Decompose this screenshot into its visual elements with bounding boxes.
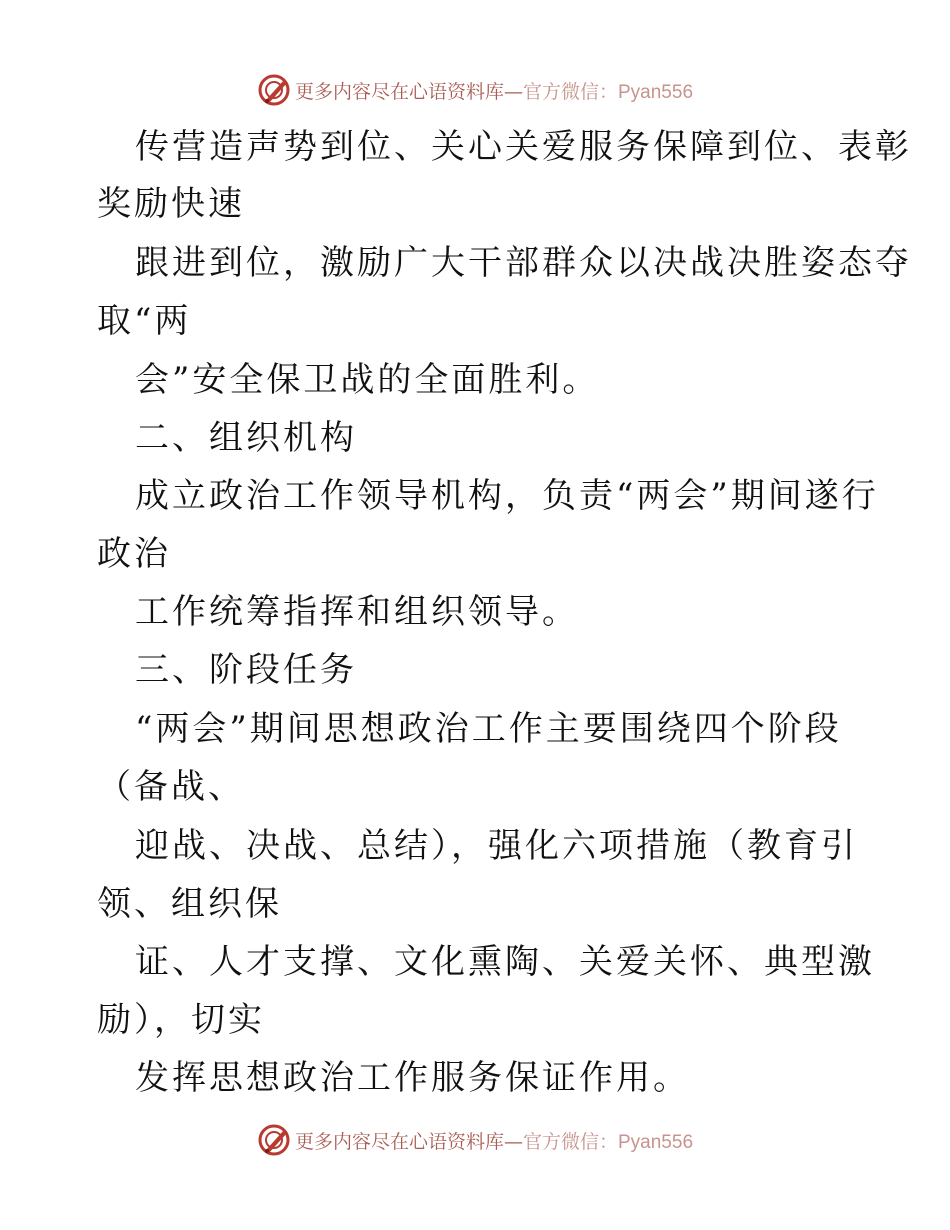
footer-watermark [0,1120,950,1160]
paragraph-line: 发挥思想政治工作服务保证作用。 [135,1058,690,1098]
paragraph-line: 奖励快速 [97,184,245,224]
paragraph-line: 传营造声势到位、关心关爱服务保障到位、表彰 [135,127,912,167]
section-heading: 二、组织机构 [135,418,357,458]
section-heading: 三、阶段任务 [135,650,357,690]
footer-wechat-text: 官方微信：Pyan556 [523,1131,694,1153]
paragraph-line: 成立政治工作领导机构，负责“两会”期间遂行 [135,476,879,516]
red-pen-logo-icon [257,1123,291,1157]
paragraph-line: 迎战、决战、总结），强化六项措施（教育引 [135,826,858,866]
paragraph-line: 取“两 [97,301,192,341]
paragraph-line: 政治 [97,534,171,574]
header-wechat-text: 官方微信：Pyan556 [523,81,694,103]
paragraph-line: 工作统筹指挥和组织领导。 [135,592,579,632]
footer-watermark-text [295,1127,693,1154]
header-site-text: 更多内容尽在心语资料库— [294,80,523,103]
header-watermark [0,70,950,110]
footer-site-text: 更多内容尽在心语资料库— [294,1130,523,1153]
paragraph-line: “两会”期间思想政治工作主要围绕四个阶段 [135,709,842,749]
paragraph-line: （备战、 [97,767,245,807]
paragraph-line: 跟进到位，激励广大干部群众以决战决胜姿态夺 [135,243,912,283]
red-pen-logo-icon [257,73,291,107]
header-watermark-text [295,77,693,104]
paragraph-line: 证、人才支撑、文化熏陶、关爱关怀、典型激 [135,942,875,982]
paragraph-line: 励），切实 [97,1000,265,1040]
paragraph-line: 会”安全保卫战的全面胜利。 [135,360,600,400]
paragraph-line: 领、组织保 [97,884,282,924]
